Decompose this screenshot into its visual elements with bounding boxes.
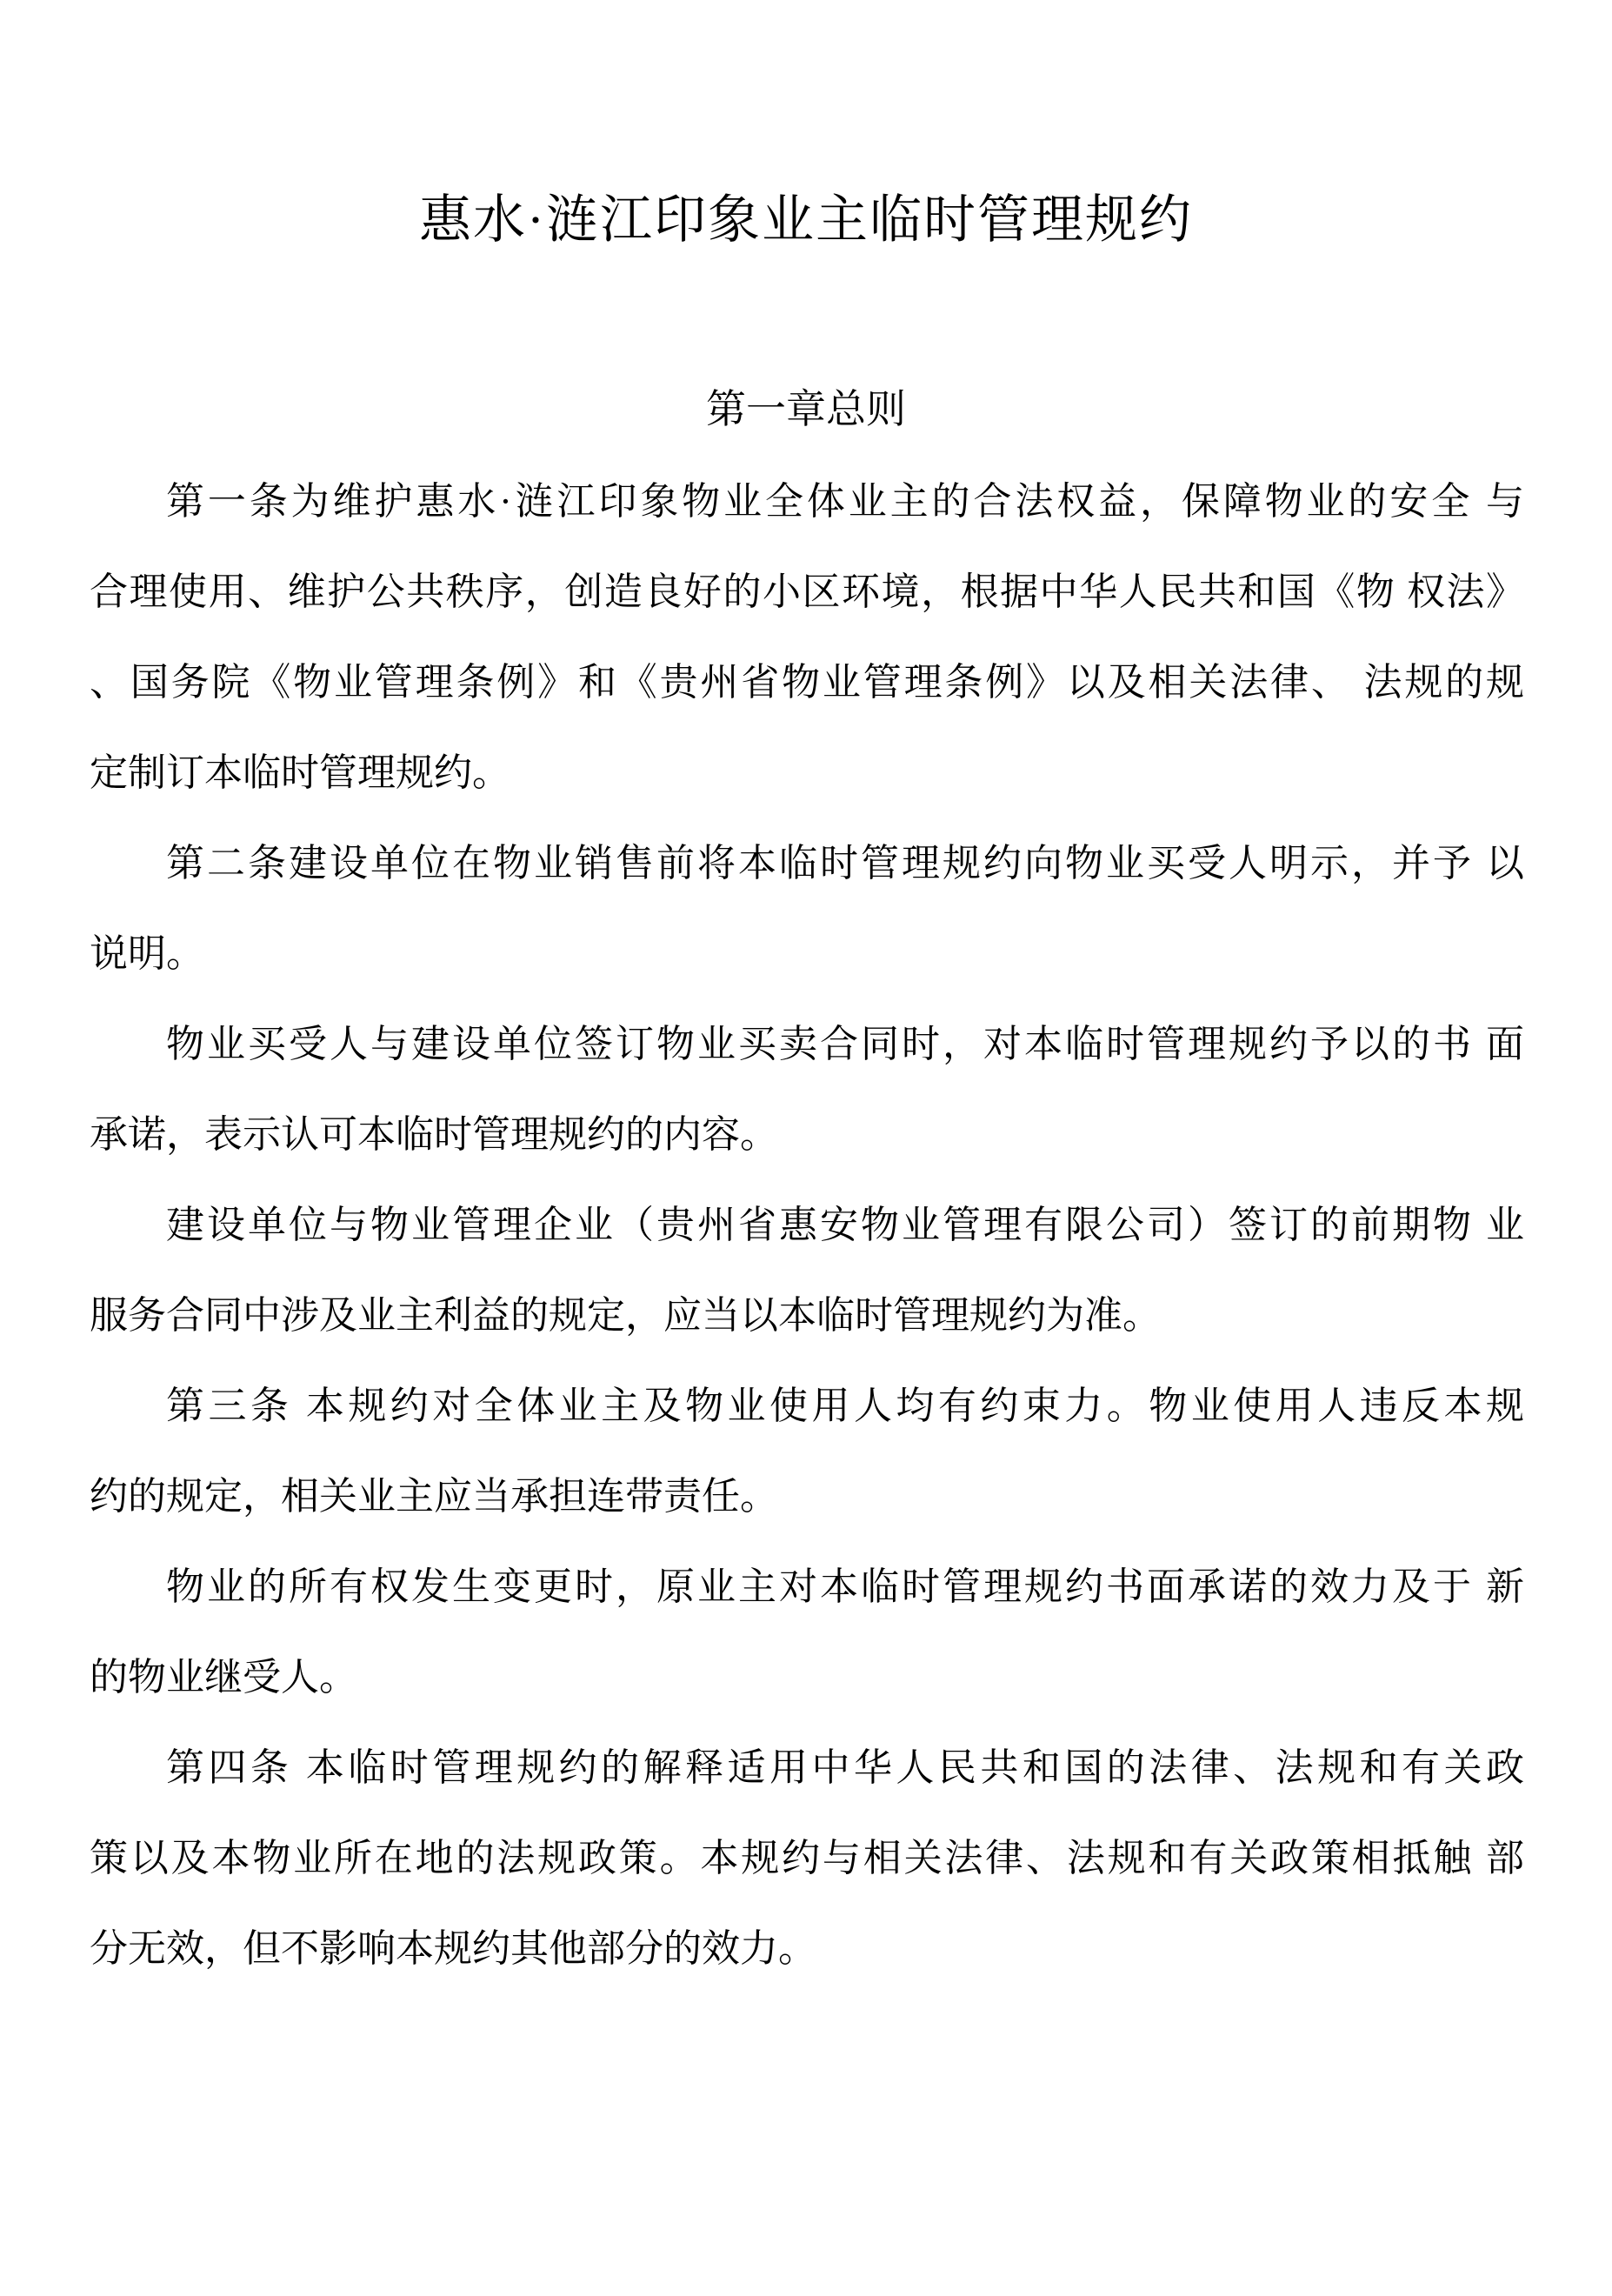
- text-line: 第一条为维护惠水·涟江印象物业全体业主的合法权益，保障物业的安全 与: [166, 480, 1524, 523]
- text-line: 合理使用、维护公共秩序，创造良好的小区环境，根据中华人民共和国《物 权法》: [90, 571, 1524, 613]
- text-line: 定制订本临时管理规约。: [90, 751, 510, 794]
- text-line: 第三条 本规约对全体业主及物业使用人均有约束力。物业使用人违反本规: [166, 1385, 1524, 1427]
- text-line: 约的规定，相关业主应当承担连带责任。: [90, 1475, 778, 1518]
- text-line: 物业的所有权发生变更时，原业主对本临时管理规约书面承诺的效力及于 新: [166, 1565, 1524, 1608]
- paragraph: [90, 457, 1524, 818]
- paragraph: [90, 818, 1524, 999]
- paragraph: [90, 1723, 1524, 1994]
- chapter-heading: 第一章总则: [706, 387, 906, 431]
- text-line: 策以及本物业所在地的法规政策。本规约与相关法律、法规和有关政策相抵触 部: [90, 1837, 1524, 1879]
- text-line: 的物业继受人。: [90, 1656, 357, 1699]
- text-line: 说明。: [90, 932, 204, 975]
- document-body: [90, 457, 1524, 1994]
- paragraph: [90, 1361, 1524, 1542]
- text-line: 第二条建设单位在物业销售前将本临时管理规约向物业买受人明示，并予 以: [166, 842, 1524, 884]
- text-line: 、国务院《物业管理条例》和《贵州省物业管理条例》以及相关法律、 法规的规: [90, 661, 1524, 704]
- text-line: 分无效，但不影响本规约其他部分的效力。: [90, 1927, 816, 1970]
- text-line: 建设单位与物业管理企业（贵州省惠安物业管理有限公司）签订的前期物 业: [166, 1204, 1524, 1246]
- text-line: 第四条 本临时管理规约的解释适用中华人民共和国的法律、法规和有关政: [166, 1746, 1524, 1789]
- text-line: 物业买受人与建设单位签订物业买卖合同时，对本临时管理规约予以的书 面: [166, 1023, 1524, 1065]
- text-line: 服务合同中涉及业主利益的规定，应当以本临时管理规约为准。: [90, 1294, 1161, 1337]
- document-title: 惠水·涟江印象业主临时管理规约: [419, 191, 1193, 249]
- text-line: 承诺，表示认可本临时管理规约的内容。: [90, 1113, 778, 1156]
- paragraph: [90, 1180, 1524, 1361]
- paragraph: [90, 999, 1524, 1180]
- paragraph: [90, 1542, 1524, 1723]
